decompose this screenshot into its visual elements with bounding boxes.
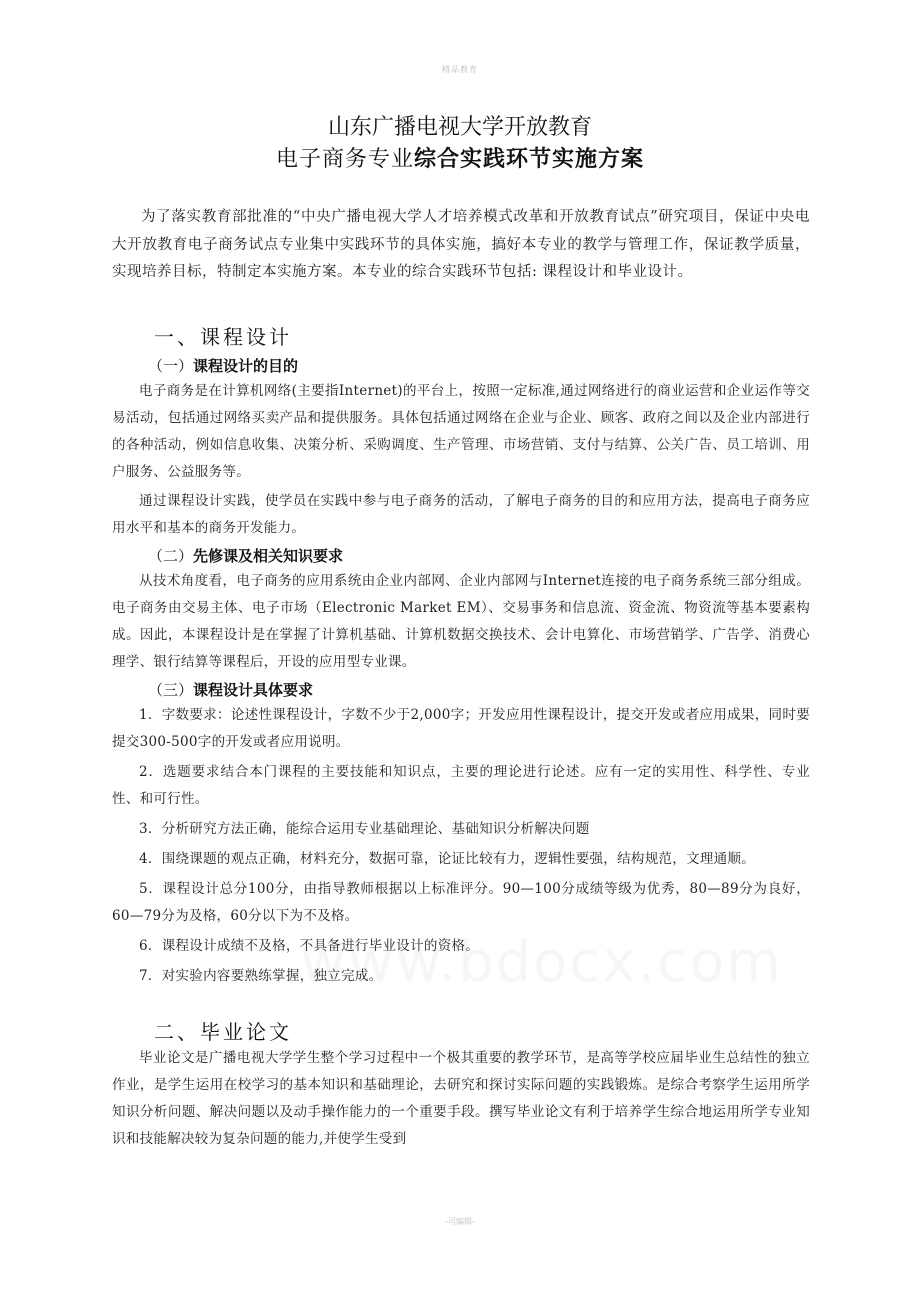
header-mark: 精品教育 <box>442 65 478 74</box>
subsection-3-title: 课程设计具体要求 <box>193 680 314 699</box>
paragraph: 通过课程设计实践，使学员在实践中参与电子商务的活动，了解电子商务的目的和应用方法，提高电子商务应用水平和基本的商务开发能力。 <box>112 492 810 536</box>
subsection-3-number: （三） <box>148 680 194 699</box>
paragraph: 从技术角度看，电子商务的应用系统由企业内部网、企业内部网与Internet连接的电子商务系统三部分组成。电子商务由交易主体、电子市场（Electronic Market EM）、交易事务和信息流、资金流、物资流等基本要素构成。因此，本课程设计是在掌握了计算机基础、计算机数据交换技术、会计电算化、市场营销学、广告学、消费心理学、银行结算等课程后，开设的应用型专业课。 <box>112 572 810 670</box>
requirement-item-6: 6．课程设计成绩不及格，不具备进行毕业设计的资格。 <box>139 937 480 954</box>
footer-mark: -可编辑- <box>445 1217 475 1226</box>
document-body <box>112 204 810 1155</box>
requirement-item-1: 1．字数要求：论述性课程设计，字数不少于2,000字；开发应用性课程设计，提交开发或者应用成果，同时要提交300-500字的开发或者应用说明。 <box>112 706 810 750</box>
requirement-item-5: 5．课程设计总分100分，由指导教师根据以上标准评分。90—100分成绩等级为优秀，80—89分为良好，60—79分为及格，60分以下为不及格。 <box>112 880 810 924</box>
title-line-2 <box>0 142 920 173</box>
subsection-1-number: （一） <box>148 356 194 375</box>
section-2-heading: 二、毕业论文 <box>154 1019 292 1044</box>
subsection-2-title: 先修课及相关知识要求 <box>193 546 344 565</box>
requirement-item-2: 2．选题要求结合本门课程的主要技能和知识点，主要的理论进行论述。应有一定的实用性、科学性、专业性、和可行性。 <box>112 763 810 807</box>
subsection-2-number: （二） <box>148 546 194 565</box>
paragraph: 毕业论文是广播电视大学学生整个学习过程中一个极其重要的教学环节，是高等学校应届毕业生总结性的独立作业，是学生运用在校学习的基本知识和基础理论，去研究和探讨实际问题的实践锻炼。是综合考察学生运用所学知识分析问题、解决问题以及动手操作能力的一个重要手段。撰写毕业论文有利于培养学生综合地运用所学专业知识和技能解决较为复杂问题的能力,并使学生受到 <box>112 1049 810 1147</box>
requirement-item-4: 4．围绕课题的观点正确，材料充分，数据可靠，论证比较有力，逻辑性要强，结构规范，文理通顺。 <box>139 850 756 867</box>
paragraph: 电子商务是在计算机网络(主要指Internet)的平台上，按照一定标准,通过网络进行的商业运营和企业运作等交易活动，包括通过网络买卖产品和提供服务。具体包括通过网络在企业与企业、顾客、政府之间以及企业内部进行的各种活动，例如信息收集、决策分析、采购调度、生产管理、市场营销、支付与结算、公关广告、员工培训、用户服务、公益服务等。 <box>112 382 810 480</box>
subsection-1-heading <box>112 354 810 378</box>
title-line-1: 山东广播电视大学开放教育 <box>327 115 592 140</box>
section-1-heading: 一、课程设计 <box>154 324 292 349</box>
subsection-3-heading <box>112 678 810 702</box>
subsection-2-heading <box>112 544 810 568</box>
title-line-2-plain: 电子商务专业 <box>275 147 414 172</box>
requirement-item-7: 7．对实验内容要熟练掌握，独立完成。 <box>139 967 383 984</box>
subsection-1-title: 课程设计的目的 <box>193 356 299 375</box>
title-line-2-bold: 综合实践环节实施方案 <box>414 147 645 172</box>
intro-paragraph: 为了落实教育部批准的“中央广播电视大学人才培养模式改革和开放教育试点”研究项目，保证中央电大开放教育电子商务试点专业集中实践环节的具体实施，搞好本专业的教学与管理工作，保证教学质量，实现培养目标，特制定本实施方案。本专业的综合实践环节包括: 课程设计和毕业设计。 <box>112 209 810 280</box>
requirement-item-3: 3．分析研究方法正确，能综合运用专业基础理论、基础知识分析解决问题 <box>139 820 590 837</box>
